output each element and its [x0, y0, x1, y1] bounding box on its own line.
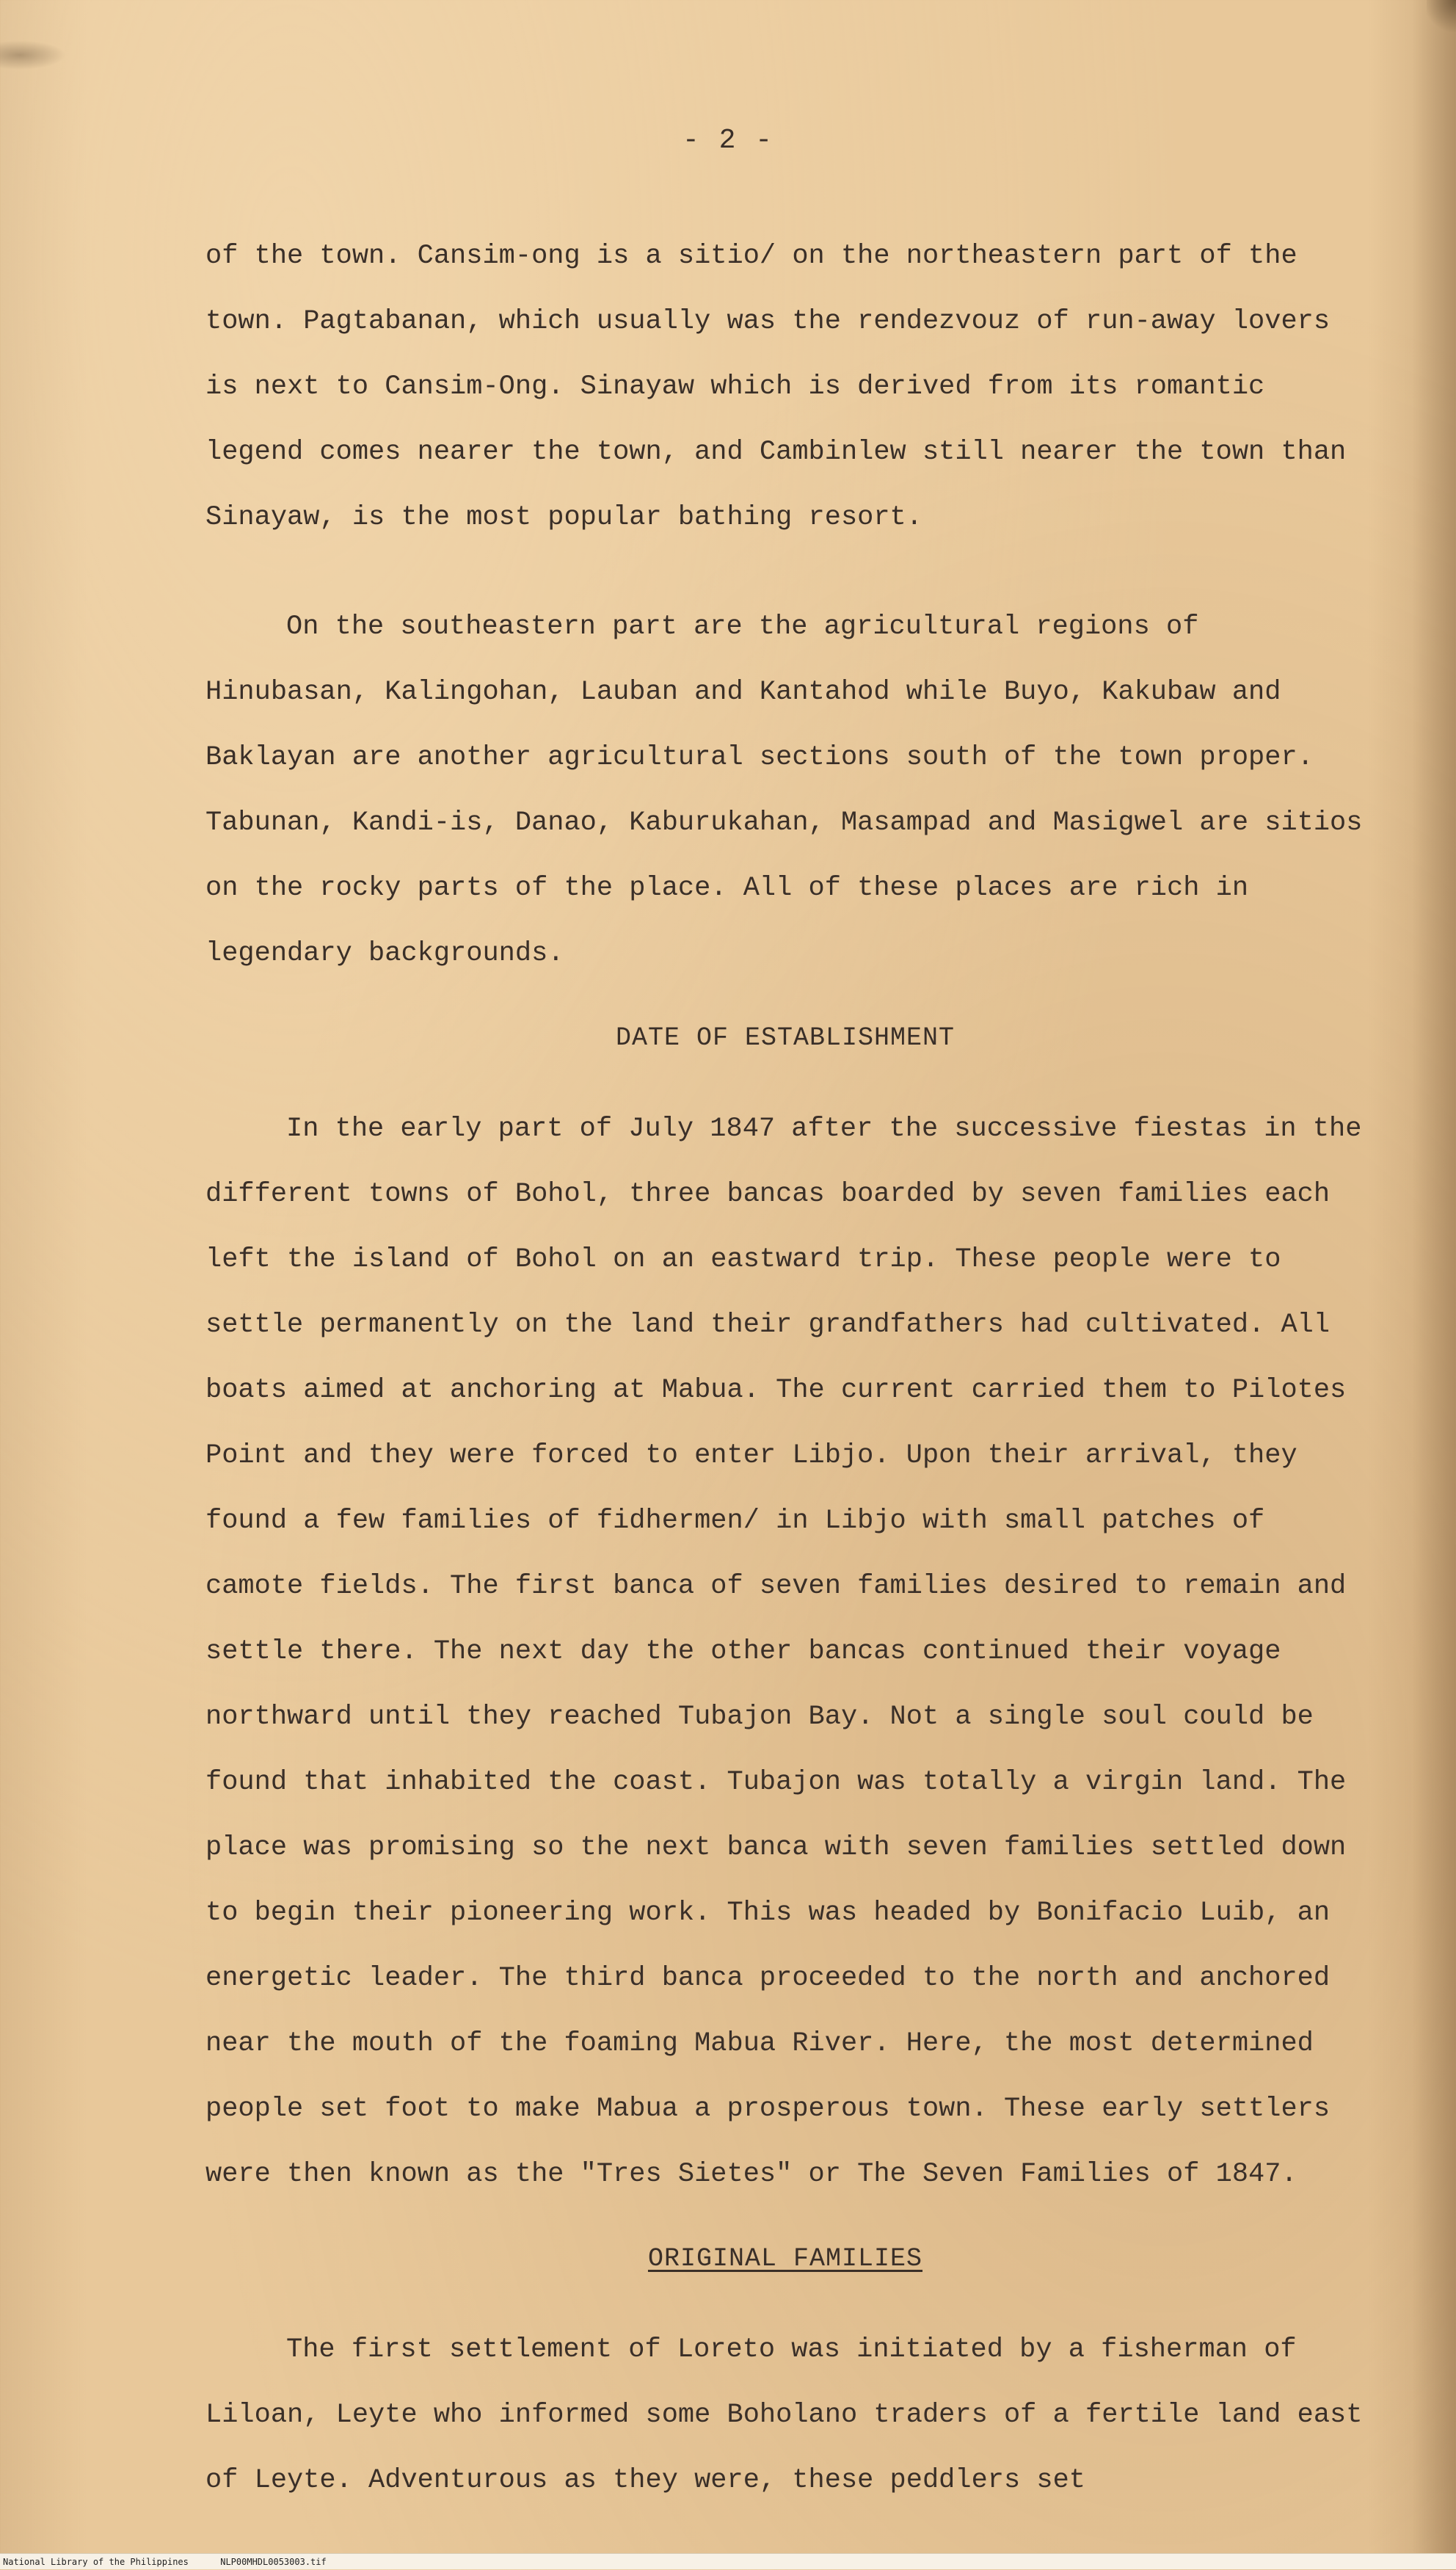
paper-edge-shadow	[1412, 0, 1456, 2569]
footer-filename: NLP00MHDL0053003.tif	[220, 2557, 327, 2567]
paragraph-original-families: The first settlement of Loreto was initiated by a fisherman of Liloan, Leyte who informed some Boholano traders of a fertile land east of Leyte. Adventurous as they were, these peddlers set	[205, 2334, 1379, 2496]
paragraph-town-sitios: of the town. Cansim-ong is a sitio/ on the northeastern part of the town. Pagtabanan, which usually was the rendezvouz of run-away lovers is next to Cansim-Ong. Sinayaw which is derived from its romantic legend comes nearer the town, and Cambinlew still nearer the town than Sinayaw, is the most popular bathing resort.	[205, 241, 1363, 533]
page-number: - 2 -	[682, 125, 774, 156]
document-body	[205, 224, 1379, 2513]
paragraph-establishment: In the early part of July 1847 after the successive fiestas in the different towns of Bohol, three bancas boarded by seven families each left the island of Bohol on an eastward trip. These people were to settle permanently on the land their grandfathers had cultivated. All boats aimed at anchoring at Mabua. The current carried them to Pilotes Point and they were forced to enter Libjo. Upon their arrival, they found a few families of fidhermen/ in Libjo with small patches of camote fields. The first banca of seven families desired to remain and settle there. The next day the other bancas continued their voyage northward until they reached Tubajon Bay. Not a single soul could be found that inhabited the coast. Tubajon was totally a virgin land. The place was promising so the next banca with seven families settled down to begin their pioneering work. This was headed by Bonifacio Luib, an energetic leader. The third banca proceeded to the north and anchored near the mouth of the foaming Mabua River. Here, the most determined people set foot to make Mabua a prosperous town. These early settlers were then known as the "Tres Sietes" or The Seven Families of 1847.	[205, 1114, 1378, 2190]
scan-footer	[0, 2553, 1456, 2569]
corner-stain	[1427, 0, 1456, 37]
paragraph-agricultural-regions: On the southeastern part are the agricultural regions of Hinubasan, Kalingohan, Lauban and Kantahod while Buyo, Kakubaw and Baklayan are another agricultural sections south of the town proper. Tabunan, Kandi-is, Danao, Kaburukahan, Masampad and Masigwel are sitios on the rocky parts of the place. All of these places are rich in legendary backgrounds.	[205, 611, 1379, 969]
heading-original-families-text: ORIGINAL FAMILIES	[647, 2244, 923, 2273]
heading-original-families	[205, 2237, 1365, 2281]
heading-date-of-establishment-text: DATE OF ESTABLISHMENT	[615, 1023, 956, 1053]
ink-smudge	[0, 40, 66, 70]
heading-date-of-establishment	[205, 1016, 1365, 1060]
footer-library: National Library of the Philippines	[3, 2557, 189, 2567]
